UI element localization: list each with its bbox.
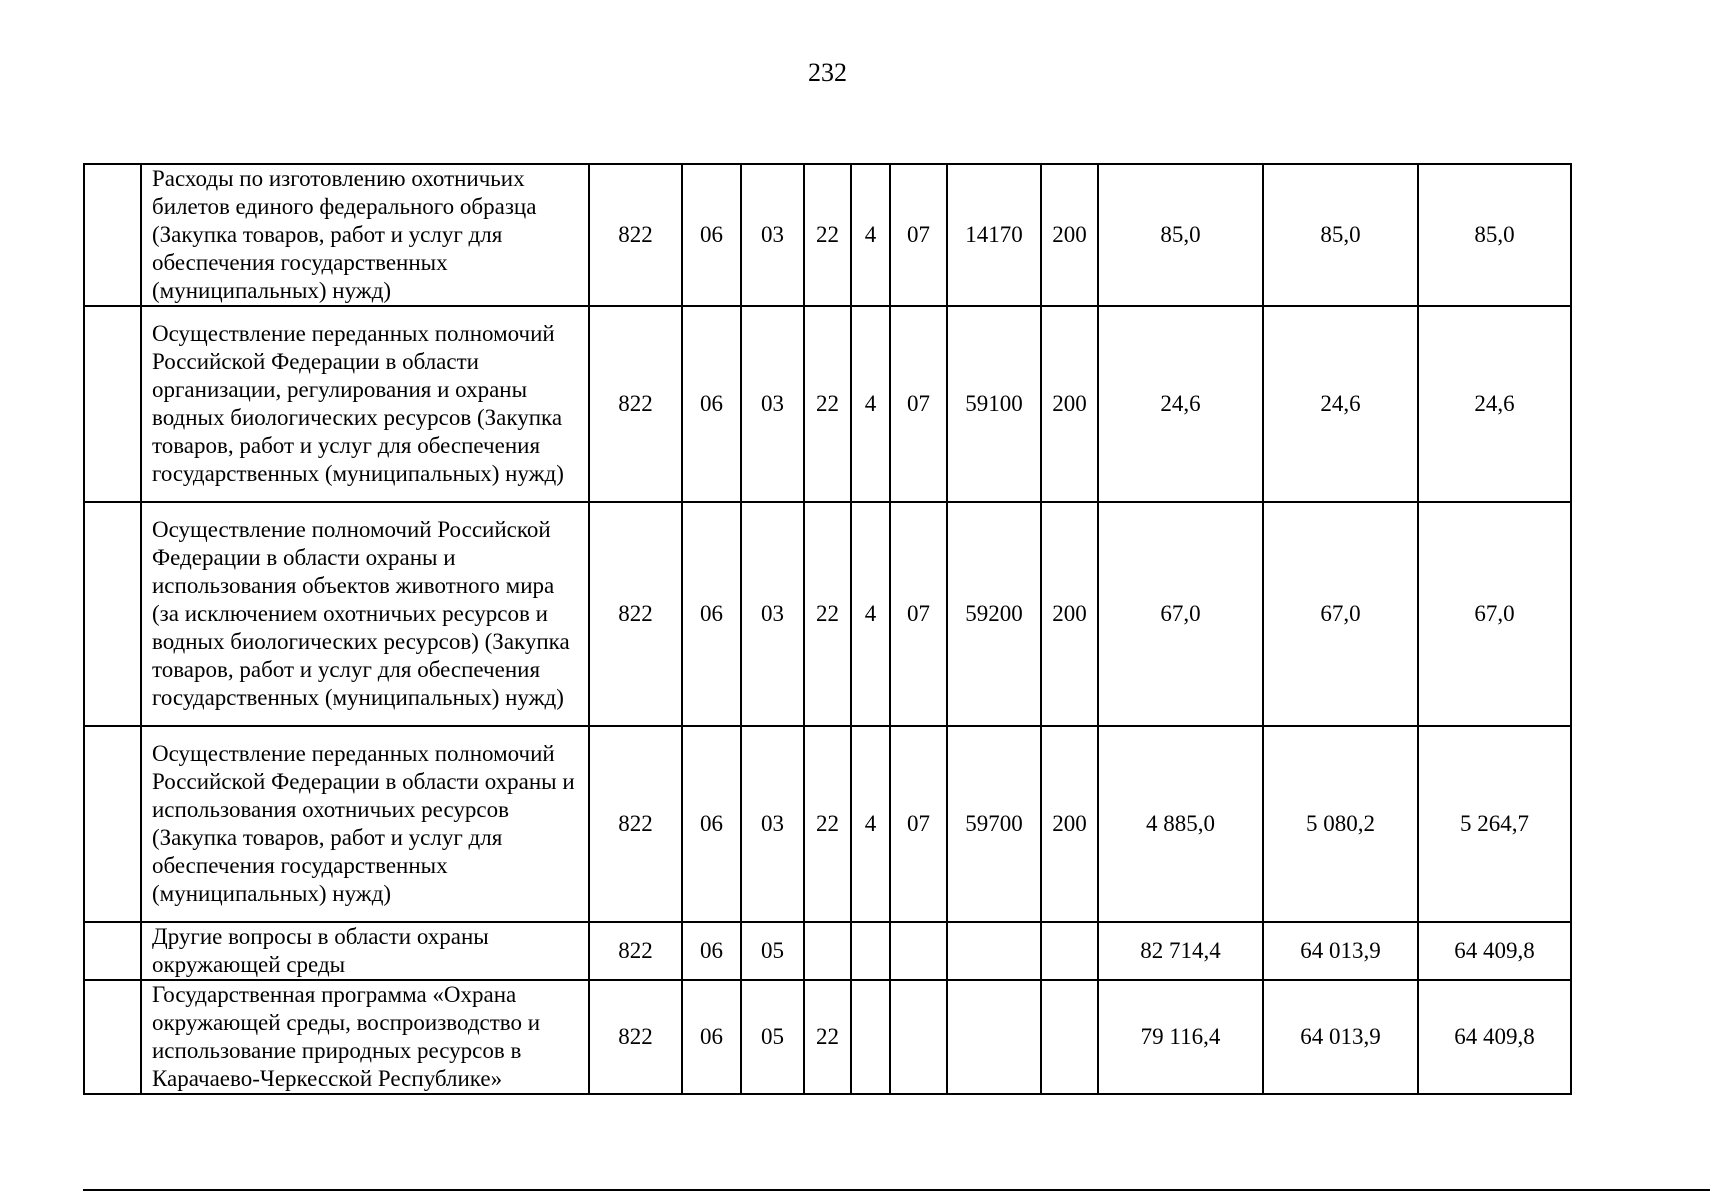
row-description: Государственная программа «Охрана окружающей среды, воспроизводство и использование природных ресурсов в Карачаево-Черкесской Республике» xyxy=(141,980,589,1094)
cell-section: 06 xyxy=(682,306,741,502)
cell-program-type: 4 xyxy=(851,502,890,726)
cell-expense-type: 200 xyxy=(1041,164,1098,306)
cell-program: 22 xyxy=(804,502,851,726)
cell-subsection: 03 xyxy=(741,726,804,922)
cell-subsection: 05 xyxy=(741,922,804,980)
cell-ministry-code: 822 xyxy=(589,922,682,980)
table-row xyxy=(84,502,1571,726)
cell-direction: 59700 xyxy=(947,726,1041,922)
table-row xyxy=(84,164,1571,306)
cell-expense-type xyxy=(1041,980,1098,1094)
cell-amount-3: 67,0 xyxy=(1418,502,1571,726)
cell-program-type: 4 xyxy=(851,164,890,306)
cell-expense-type xyxy=(1041,922,1098,980)
cell-direction: 14170 xyxy=(947,164,1041,306)
cell-direction: 59100 xyxy=(947,306,1041,502)
cell-amount-1: 67,0 xyxy=(1098,502,1263,726)
cell-amount-2: 85,0 xyxy=(1263,164,1418,306)
cell-amount-3: 24,6 xyxy=(1418,306,1571,502)
cell-amount-3: 64 409,8 xyxy=(1418,922,1571,980)
cell-amount-1: 24,6 xyxy=(1098,306,1263,502)
cell-amount-1: 85,0 xyxy=(1098,164,1263,306)
table-row xyxy=(84,306,1571,502)
cell-amount-3: 64 409,8 xyxy=(1418,980,1571,1094)
table-row xyxy=(84,922,1571,980)
cell-program-type xyxy=(851,980,890,1094)
cell-expense-type: 200 xyxy=(1041,502,1098,726)
row-description: Осуществление полномочий Российской Федерации в области охраны и использования объектов животного мира (за исключением охотничьих ресурсов и водных биологических ресурсов) (Закупка товаров, работ и услуг для обеспечения государственных (муниципальных) нужд) xyxy=(141,502,589,726)
cell-subprogram xyxy=(890,922,947,980)
row-index-cell xyxy=(84,980,141,1094)
cell-section: 06 xyxy=(682,922,741,980)
cell-expense-type: 200 xyxy=(1041,726,1098,922)
row-index-cell xyxy=(84,164,141,306)
scan-bottom-edge xyxy=(83,1189,1710,1191)
row-description: Другие вопросы в области охраны окружающей среды xyxy=(141,922,589,980)
cell-amount-2: 64 013,9 xyxy=(1263,922,1418,980)
cell-direction: 59200 xyxy=(947,502,1041,726)
budget-table xyxy=(83,163,1572,1095)
cell-ministry-code: 822 xyxy=(589,502,682,726)
cell-subprogram: 07 xyxy=(890,306,947,502)
cell-amount-1: 79 116,4 xyxy=(1098,980,1263,1094)
cell-section: 06 xyxy=(682,502,741,726)
cell-ministry-code: 822 xyxy=(589,980,682,1094)
cell-ministry-code: 822 xyxy=(589,164,682,306)
row-description: Осуществление переданных полномочий Российской Федерации в области организации, регулирования и охраны водных биологических ресурсов (Закупка товаров, работ и услуг для обеспечения государственных (муниципальных) нужд) xyxy=(141,306,589,502)
row-index-cell xyxy=(84,922,141,980)
cell-subsection: 03 xyxy=(741,502,804,726)
cell-section: 06 xyxy=(682,164,741,306)
cell-program-type: 4 xyxy=(851,726,890,922)
row-description: Расходы по изготовлению охотничьих билетов единого федерального образца (Закупка товаров, работ и услуг для обеспечения государственных (муниципальных) нужд) xyxy=(141,164,589,306)
cell-ministry-code: 822 xyxy=(589,726,682,922)
row-index-cell xyxy=(84,726,141,922)
table-row xyxy=(84,980,1571,1094)
cell-amount-1: 4 885,0 xyxy=(1098,726,1263,922)
cell-amount-3: 85,0 xyxy=(1418,164,1571,306)
cell-section: 06 xyxy=(682,980,741,1094)
table-row xyxy=(84,726,1571,922)
cell-section: 06 xyxy=(682,726,741,922)
cell-subsection: 03 xyxy=(741,164,804,306)
cell-amount-2: 67,0 xyxy=(1263,502,1418,726)
cell-program-type xyxy=(851,922,890,980)
cell-expense-type: 200 xyxy=(1041,306,1098,502)
cell-ministry-code: 822 xyxy=(589,306,682,502)
cell-subsection: 03 xyxy=(741,306,804,502)
cell-amount-2: 24,6 xyxy=(1263,306,1418,502)
cell-amount-2: 64 013,9 xyxy=(1263,980,1418,1094)
cell-subprogram: 07 xyxy=(890,164,947,306)
row-description: Осуществление переданных полномочий Российской Федерации в области охраны и использования охотничьих ресурсов (Закупка товаров, работ и услуг для обеспечения государственных (муниципальных) нужд) xyxy=(141,726,589,922)
cell-program xyxy=(804,922,851,980)
cell-amount-1: 82 714,4 xyxy=(1098,922,1263,980)
cell-amount-2: 5 080,2 xyxy=(1263,726,1418,922)
row-index-cell xyxy=(84,306,141,502)
cell-program: 22 xyxy=(804,726,851,922)
cell-program: 22 xyxy=(804,306,851,502)
page-number: 232 xyxy=(808,58,847,87)
row-index-cell xyxy=(84,502,141,726)
cell-subsection: 05 xyxy=(741,980,804,1094)
cell-subprogram: 07 xyxy=(890,502,947,726)
cell-direction xyxy=(947,980,1041,1094)
cell-direction xyxy=(947,922,1041,980)
cell-program: 22 xyxy=(804,980,851,1094)
cell-program: 22 xyxy=(804,164,851,306)
cell-amount-3: 5 264,7 xyxy=(1418,726,1571,922)
cell-program-type: 4 xyxy=(851,306,890,502)
cell-subprogram: 07 xyxy=(890,726,947,922)
cell-subprogram xyxy=(890,980,947,1094)
